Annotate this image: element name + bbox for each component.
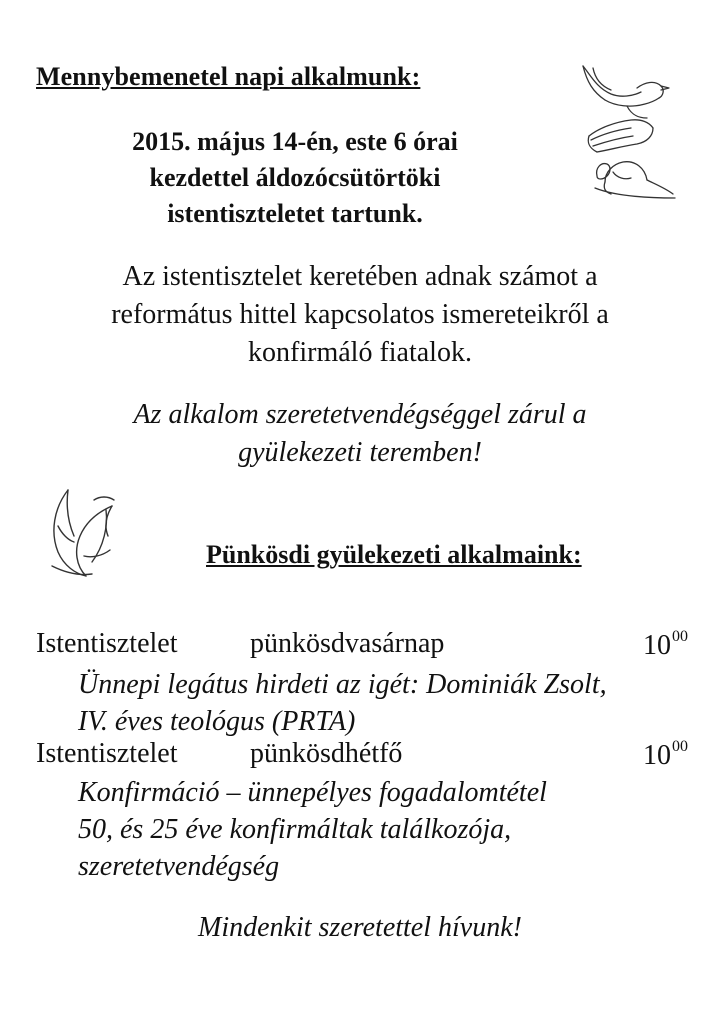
service-minutes: 00	[672, 628, 688, 645]
service-day: pünkösdvasárnap	[250, 628, 445, 659]
service-detail-line: Ünnepi legátus hirdeti az igét: Dominiák Zsolt,	[78, 669, 607, 700]
service-detail-line: 50, és 25 éve konfirmáltak találkozója,	[78, 814, 512, 845]
service-hour: 10	[643, 630, 671, 661]
service-type: Istentisztelet	[36, 738, 178, 769]
reception-line: Az alkalom szeretetvendégséggel zárul a	[133, 399, 587, 430]
service-time	[643, 738, 688, 772]
ascension-description	[40, 258, 680, 372]
service-row	[36, 738, 688, 778]
description-line: református hittel kapcsolatos ismereteikről a	[111, 299, 609, 330]
description-line: Az istentisztelet keretében adnak számot a	[122, 261, 598, 292]
reception-line: gyülekezeti teremben!	[238, 437, 482, 468]
service-row	[36, 628, 688, 668]
dove-hands-kneeling-icon	[575, 58, 681, 208]
closing-invitation: Mindenkit szeretettel hívunk!	[198, 912, 522, 943]
service-detail-line: IV. éves teológus (PRTA)	[78, 706, 356, 737]
date-line: kezdettel áldozócsütörtöki	[149, 163, 441, 192]
service-minutes: 00	[672, 738, 688, 755]
service-details	[78, 666, 607, 740]
service-detail-line: szeretetvendégség	[78, 851, 280, 882]
pentecost-heading: Pünkösdi gyülekezeti alkalmaink:	[206, 540, 582, 569]
flame-dove-icon	[48, 486, 128, 578]
service-day: pünkösdhétfő	[250, 738, 403, 769]
ascension-reception-note	[40, 396, 680, 472]
service-hour: 10	[643, 740, 671, 771]
ascension-heading: Mennybemenetel napi alkalmunk:	[36, 62, 421, 91]
description-line: konfirmáló fiatalok.	[248, 337, 472, 368]
service-details	[78, 774, 547, 885]
date-line: istentiszteletet tartunk.	[167, 199, 423, 228]
service-detail-line: Konfirmáció – ünnepélyes fogadalomtétel	[78, 777, 547, 808]
service-type: Istentisztelet	[36, 628, 178, 659]
service-time	[643, 628, 688, 662]
date-line: 2015. május 14-én, este 6 órai	[132, 127, 458, 156]
ascension-date-block	[60, 124, 530, 232]
